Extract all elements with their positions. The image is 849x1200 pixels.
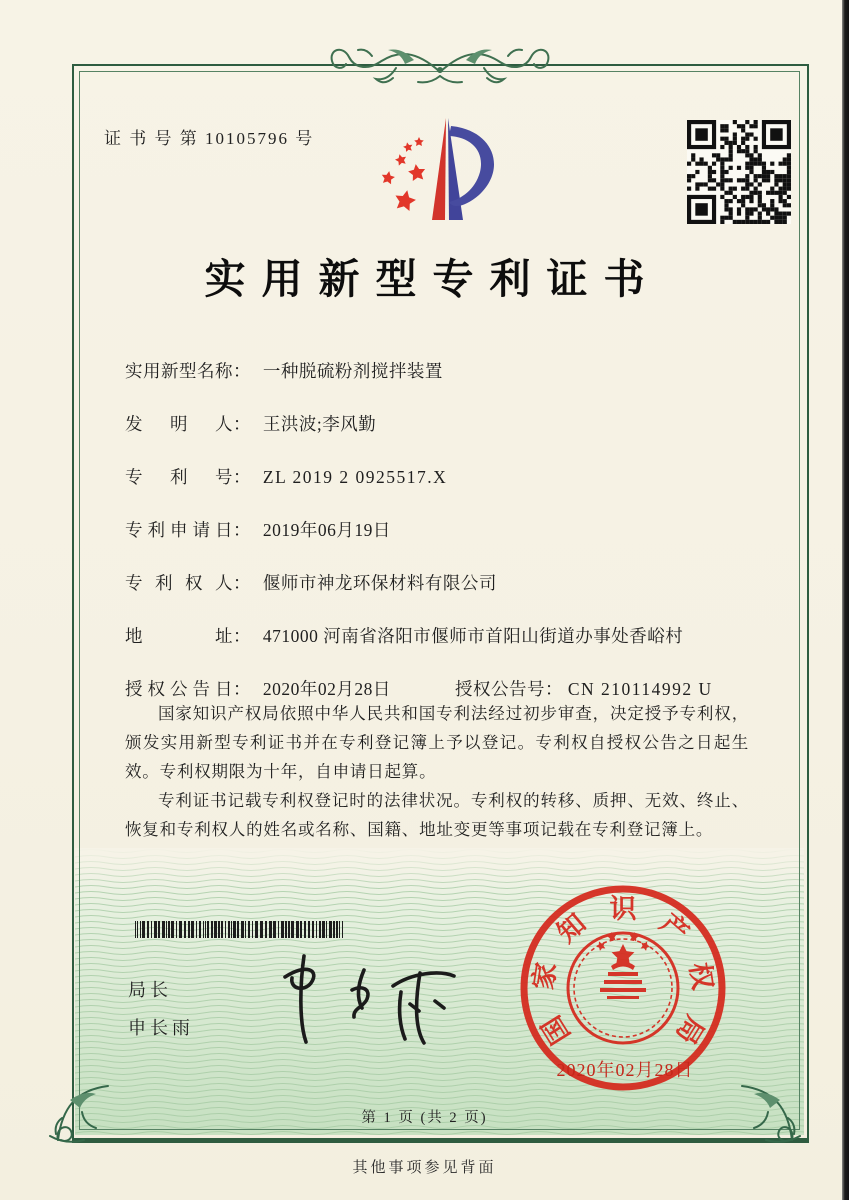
scan-edge-shadow [842, 0, 849, 1200]
cnipa-logo-icon [362, 102, 514, 234]
field-row-address [125, 623, 765, 648]
svg-text:权: 权 [684, 960, 718, 992]
field-value: 一种脱硫粉剂搅拌装置 [262, 361, 443, 381]
svg-text:家: 家 [528, 960, 562, 992]
svg-text:产: 产 [654, 907, 695, 949]
svg-text:国: 国 [536, 1010, 576, 1050]
grant-date: 2020年02月28日 [262, 679, 391, 699]
field-value: ZL 2019 2 0925517.X [262, 467, 448, 487]
colon: ： [233, 467, 251, 487]
certificate-number: 证 书 号 第 10105796 号 [104, 129, 315, 148]
legal-text [125, 700, 749, 844]
handwritten-signature-icon [252, 942, 467, 1060]
colon: ： [233, 520, 251, 540]
field-value: 偃师市神龙环保材料有限公司 [262, 573, 497, 593]
svg-text:识: 识 [609, 894, 637, 924]
field-label: 专利申请日 [125, 520, 233, 540]
svg-text:知: 知 [551, 907, 592, 949]
colon: ： [545, 679, 563, 699]
colon: ： [233, 679, 251, 699]
colon: ： [233, 414, 251, 434]
field-row-grant [125, 676, 765, 701]
page-number: 第 1 页 (共 2 页) [361, 1110, 488, 1126]
field-row-patentee [125, 570, 765, 595]
field-row-patent-no [125, 464, 765, 489]
colon: ： [233, 573, 251, 593]
grant-no: CN 210114992 U [567, 679, 713, 699]
certificate-title: 实用新型专利证书 [204, 256, 661, 302]
field-label: 专 利 号 [125, 467, 233, 487]
field-value: 2019年06月19日 [262, 520, 391, 540]
seal-date: 2020年02月28日 [556, 1060, 694, 1080]
field-row-inventor [125, 411, 765, 436]
field-list [125, 358, 765, 729]
field-row-name [125, 358, 765, 383]
barcode-icon [135, 921, 347, 938]
field-value: 471000 河南省洛阳市偃师市首阳山街道办事处香峪村 [262, 626, 684, 646]
commissioner-role: 局长 [128, 980, 172, 1000]
colon: ： [233, 361, 251, 381]
field-label: 实用新型名称 [125, 361, 233, 381]
field-row-filing-date [125, 517, 765, 542]
commissioner-name: 申长雨 [128, 1018, 194, 1038]
back-side-note: 其他事项参见背面 [352, 1160, 497, 1176]
legal-paragraph-2: 专利证书记载专利权登记时的法律状况。专利权的转移、质押、无效、终止、恢复和专利权人的姓名或名称、国籍、地址变更等事项记载在专利登记簿上。 [125, 790, 749, 839]
top-dragon-ornament-icon [318, 36, 562, 108]
grant-no-label: 授权公告号 [455, 679, 545, 699]
field-label: 专 利 权 人 [125, 573, 233, 593]
field-value: 王洪波;李风勤 [262, 414, 377, 434]
field-label: 授权公告日 [125, 679, 233, 699]
svg-text:局: 局 [670, 1010, 710, 1050]
field-label: 地 址 [125, 626, 233, 646]
grant-no-pair [455, 676, 713, 701]
legal-paragraph-1: 国家知识产权局依照中华人民共和国专利法经过初步审查，决定授予专利权，颁发实用新型专利证书并在专利登记簿上予以登记。专利权自授权公告之日起生效。专利权期限为十年，自申请日起算。 [125, 704, 749, 781]
colon: ： [233, 626, 251, 646]
field-label: 发 明 人 [125, 414, 233, 434]
qr-code-icon [687, 120, 791, 224]
